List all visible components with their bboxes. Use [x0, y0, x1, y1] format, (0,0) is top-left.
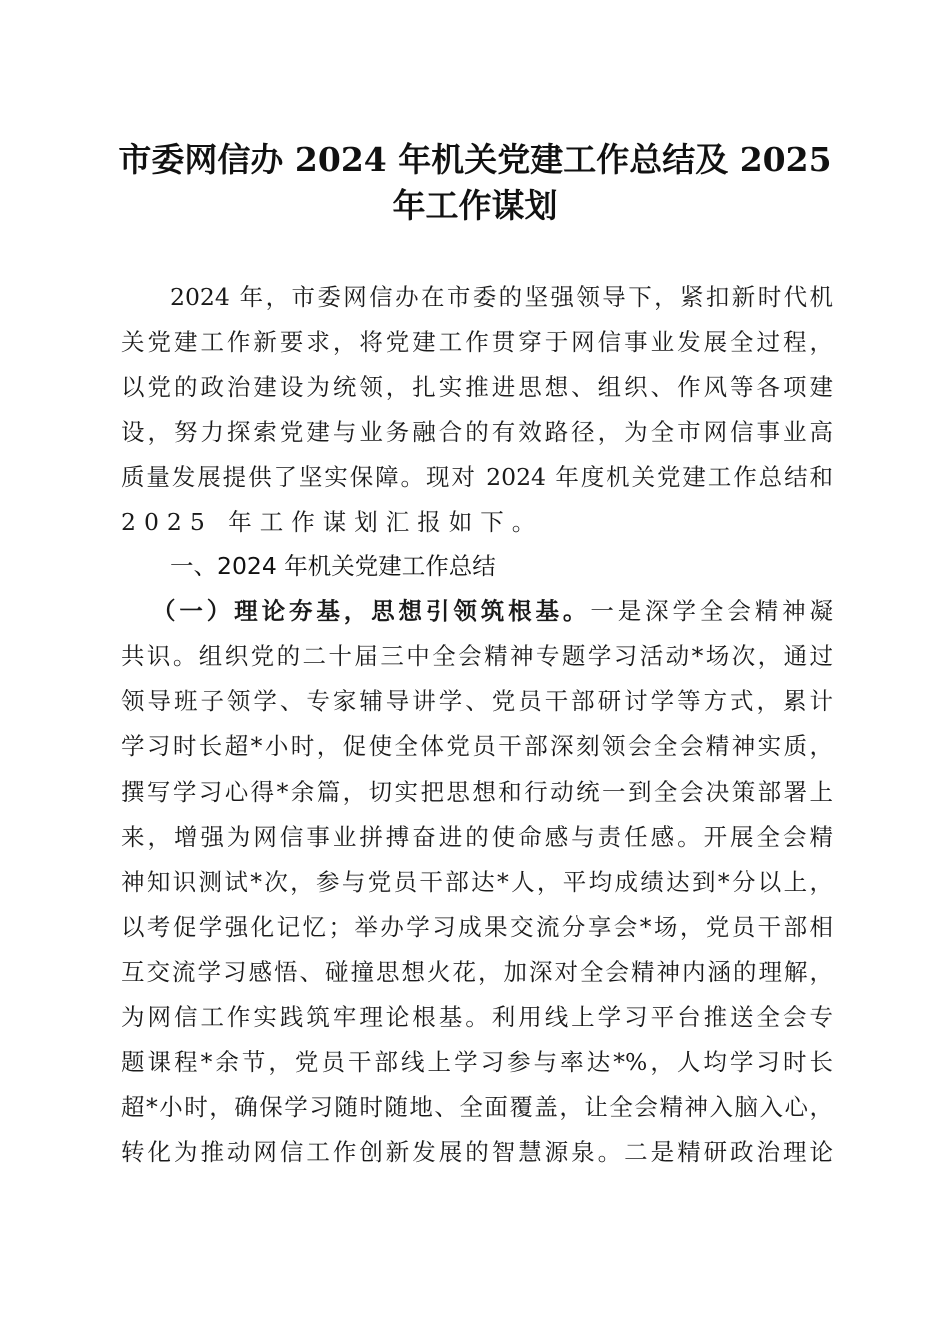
subsection-heading: （一）理论夯基，思想引领筑根基。 — [152, 597, 591, 625]
paragraph-line: 质量发展提供了坚实保障。现对 2024 年度机关党建工作总结和 — [121, 463, 833, 491]
paragraph-line: 2024 年，市委网信办在市委的坚强领导下，紧扣新时代机 — [170, 283, 833, 311]
section-heading: 一、2024 年机关党建工作总结 — [170, 552, 496, 580]
paragraph-line: 超*小时，确保学习随时随地、全面覆盖，让全会精神入脑入心， — [121, 1093, 833, 1121]
paragraph-line: 以考促学强化记忆；举办学习成果交流分享会*场，党员干部相 — [121, 913, 833, 941]
document-title-line-1: 市委网信办 2024 年机关党建工作总结及 2025 — [118, 140, 832, 179]
paragraph-line: 互交流学习感悟、碰撞思想火花，加深对全会精神内涵的理解， — [121, 958, 833, 986]
paragraph-line: 学习时长超*小时，促使全体党员干部深刻领会全会精神实质， — [121, 732, 833, 760]
subsection-first-line — [152, 589, 833, 634]
paragraph-line: 共识。组织党的二十届三中全会精神专题学习活动*场次，通过 — [121, 642, 833, 670]
paragraph-line: 为网信工作实践筑牢理论根基。利用线上学习平台推送全会专 — [121, 1003, 833, 1031]
subsection-first-line-text: 一是深学全会精神凝 — [590, 597, 834, 625]
paragraph-line: 转化为推动网信工作创新发展的智慧源泉。二是精研政治理论 — [121, 1138, 833, 1166]
paragraph-line: 神知识测试*次，参与党员干部达*人，平均成绩达到*分以上， — [121, 868, 833, 896]
paragraph-line: 领导班子领学、专家辅导讲学、党员干部研讨学等方式，累计 — [121, 687, 833, 715]
paragraph-line: 以党的政治建设为统领，扎实推进思想、组织、作风等各项建 — [121, 373, 833, 401]
document-title-line-2: 年工作谋划 — [392, 186, 558, 225]
paragraph-line: 2025 年工作谋划汇报如下。 — [121, 508, 544, 536]
paragraph-line: 题课程*余节，党员干部线上学习参与率达*%，人均学习时长 — [121, 1048, 833, 1076]
paragraph-line: 撰写学习心得*余篇，切实把思想和行动统一到全会决策部署上 — [121, 778, 833, 806]
paragraph-line: 关党建工作新要求，将党建工作贯穿于网信事业发展全过程， — [121, 328, 833, 356]
paragraph-line: 来，增强为网信事业拼搏奋进的使命感与责任感。开展全会精 — [121, 823, 833, 851]
paragraph-line: 设，努力探索党建与业务融合的有效路径，为全市网信事业高 — [121, 418, 833, 446]
